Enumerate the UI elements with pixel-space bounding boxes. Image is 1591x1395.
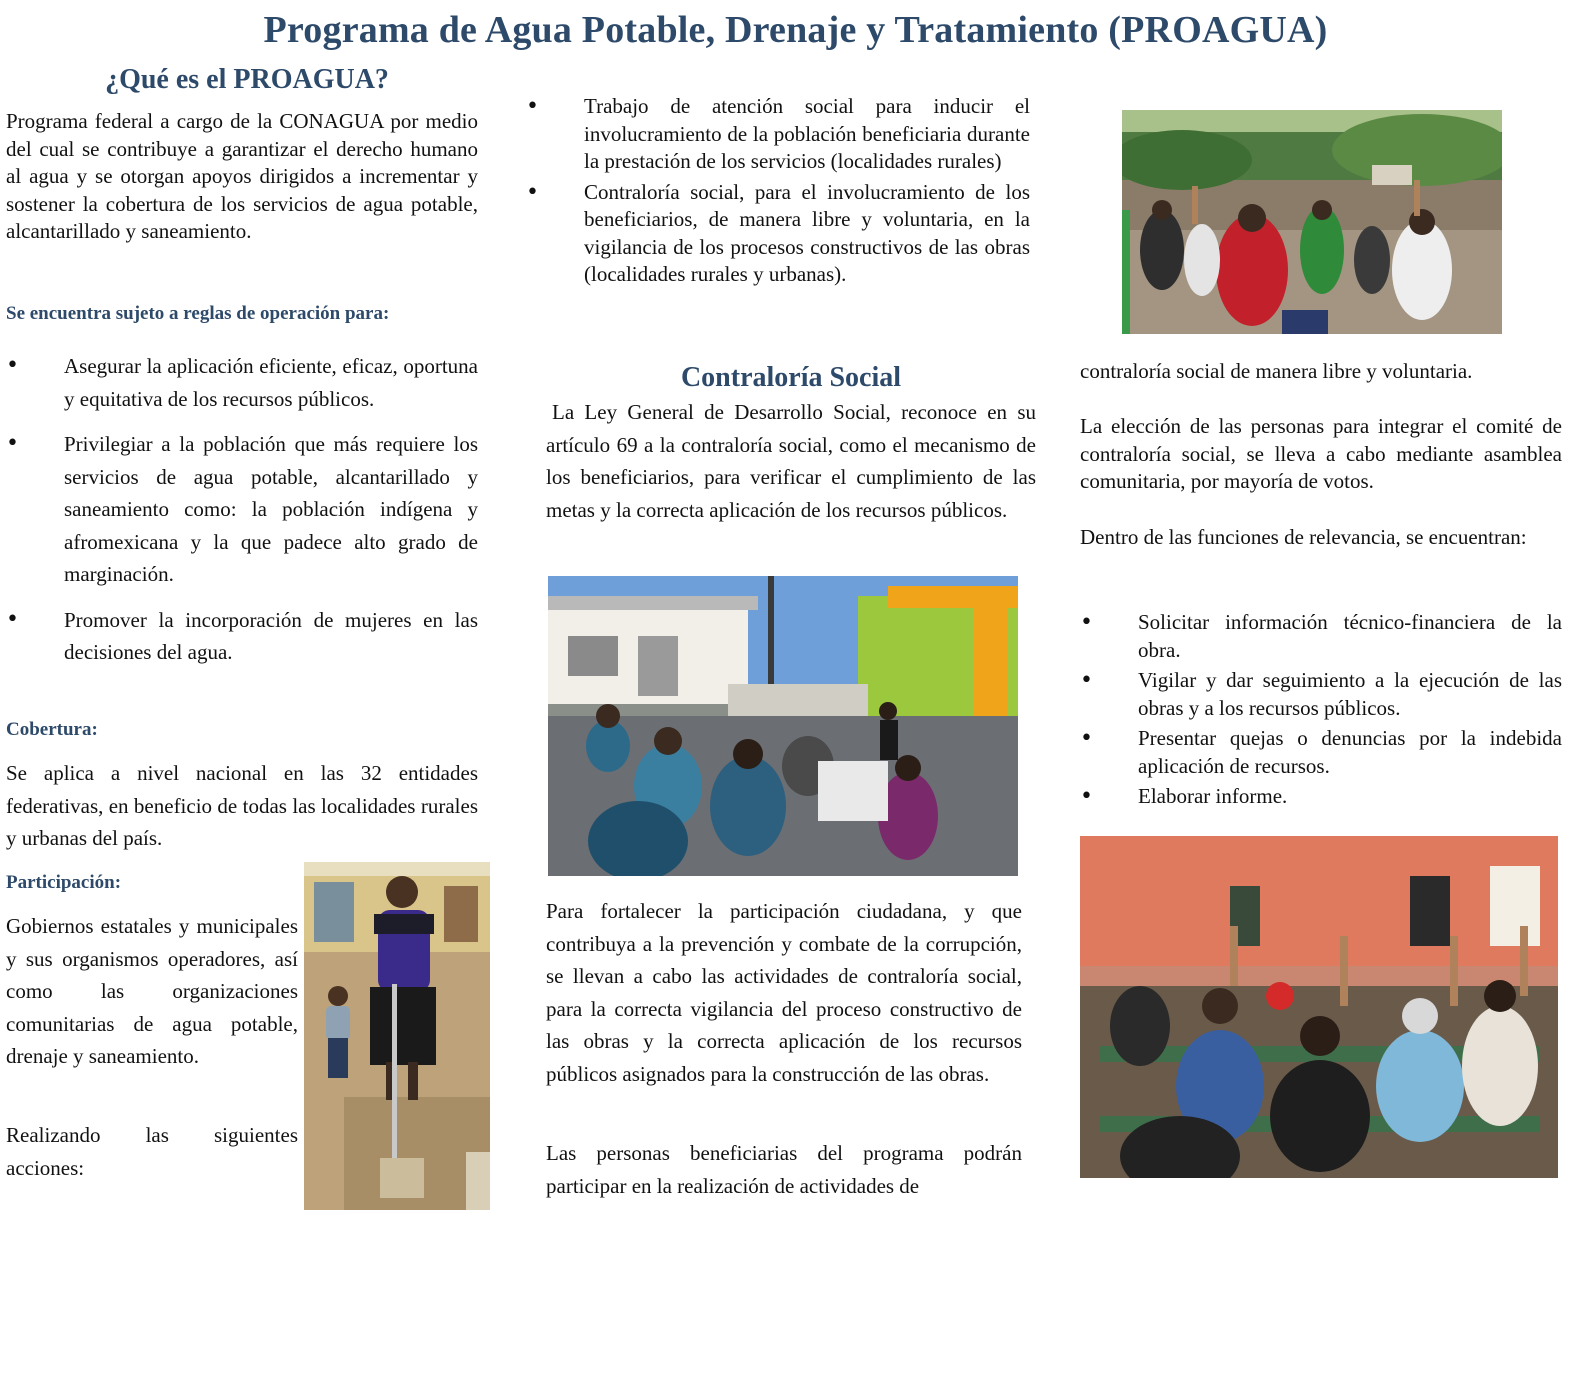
list-item: • Elaborar informe. xyxy=(1080,784,1288,809)
list-item: • Privilegiar a la población que más requiere los servicios de agua potable, alcantarillado y saneamiento como: la población indígena y afromexicana y la que padece alto grado de marginación. xyxy=(6,428,478,591)
bullet-icon: • xyxy=(6,353,19,378)
contraloria-p3-cont: contraloría social de manera libre y voluntaria. xyxy=(1080,359,1473,383)
list-item: • Vigilar y dar seguimiento a la ejecución de las obras y a los recursos públicos. xyxy=(1080,668,1562,720)
rules-list xyxy=(6,350,478,669)
rules-heading: Se encuentra sujeto a reglas de operación para: xyxy=(6,303,390,324)
photo-assembly-vote xyxy=(1080,836,1558,1178)
participacion-heading: Participación: xyxy=(6,872,122,893)
que-es-heading: ¿Qué es el PROAGUA? xyxy=(105,64,389,95)
page-title: Programa de Agua Potable, Drenaje y Tratamiento (PROAGUA) xyxy=(263,9,1328,51)
list-item: • Contraloría social, para el involucramiento de los beneficiarios, de manera libre y voluntaria, en la vigilancia de los procesos constructivos de las obras (localidades rurales y urbanas). xyxy=(526,179,1030,286)
bullet-icon: • xyxy=(526,179,539,205)
list-item: • Promover la incorporación de mujeres en las decisiones del agua. xyxy=(6,604,478,669)
bullet-icon: • xyxy=(526,94,539,119)
bullet-icon: • xyxy=(1080,668,1093,693)
bullet-icon: • xyxy=(1080,610,1093,635)
cobertura-heading: Cobertura: xyxy=(6,719,98,740)
bullet-icon: • xyxy=(1080,726,1093,751)
photo-community-meeting xyxy=(548,576,1018,876)
contraloria-p4: La elección de las personas para integrar el comité de contraloría social, se lleva a cabo mediante asamblea comunitaria, por mayoría de votos. xyxy=(1080,414,1562,493)
contraloria-p5: Dentro de las funciones de relevancia, se encuentran: xyxy=(1080,525,1527,549)
list-item: • Solicitar información técnico-financiera de la obra. xyxy=(1080,610,1562,662)
photo-group-raising-hands xyxy=(1122,110,1502,334)
bullet-icon: • xyxy=(1080,784,1093,809)
cobertura-body: Se aplica a nivel nacional en las 32 entidades federativas, en beneficio de todas las localidades rurales y urbanas del país. xyxy=(6,761,478,850)
funciones-list xyxy=(1080,609,1562,811)
contraloria-p3: Las personas beneficiarias del programa podrán participar en la realización de actividades de xyxy=(546,1141,1022,1198)
list-item: • Asegurar la aplicación eficiente, eficaz, oportuna y equitativa de los recursos públicos. xyxy=(6,350,478,415)
bullet-icon: • xyxy=(6,431,19,456)
photo-woman-water-tap xyxy=(304,862,490,1210)
contraloria-p2: Para fortalecer la participación ciudadana, y que contribuya a la prevención y combate de la corrupción, se llevan a cabo las actividades de contraloría social, para la correcta vigilancia del proceso constructivo de las obras y la correcta aplicación de los recursos públicos asignados para la construcción de las obras. xyxy=(546,899,1022,1086)
actions-list xyxy=(526,93,1030,289)
list-item: • Presentar quejas o denuncias por la indebida aplicación de recursos. xyxy=(1080,726,1562,778)
contraloria-heading: Contraloría Social xyxy=(680,362,902,393)
contraloria-intro: La Ley General de Desarrollo Social, reconoce en su artículo 69 a la contraloría social, como el mecanismo de los beneficiarios, para verificar el cumplimiento de las metas y la correcta aplicación de los recursos públicos. xyxy=(546,400,1036,522)
participacion-body: Gobiernos estatales y municipales y sus organismos operadores, así como las organizaciones comunitarias de agua potable, drenaje y saneamiento. xyxy=(6,914,298,1068)
bullet-icon: • xyxy=(6,606,19,632)
que-es-body: Programa federal a cargo de la CONAGUA por medio del cual se contribuye a garantizar el derecho humano al agua y se otorgan apoyos dirigidos a incrementar y sostener la cobertura de los servicios de agua potable, alcantarillado y saneamiento. xyxy=(6,109,478,243)
actions-intro: Realizando las siguientes acciones: xyxy=(6,1123,298,1180)
list-item: • Trabajo de atención social para inducir el involucramiento de la población beneficiaria durante la prestación de los servicios (localidades rurales) xyxy=(526,94,1030,173)
